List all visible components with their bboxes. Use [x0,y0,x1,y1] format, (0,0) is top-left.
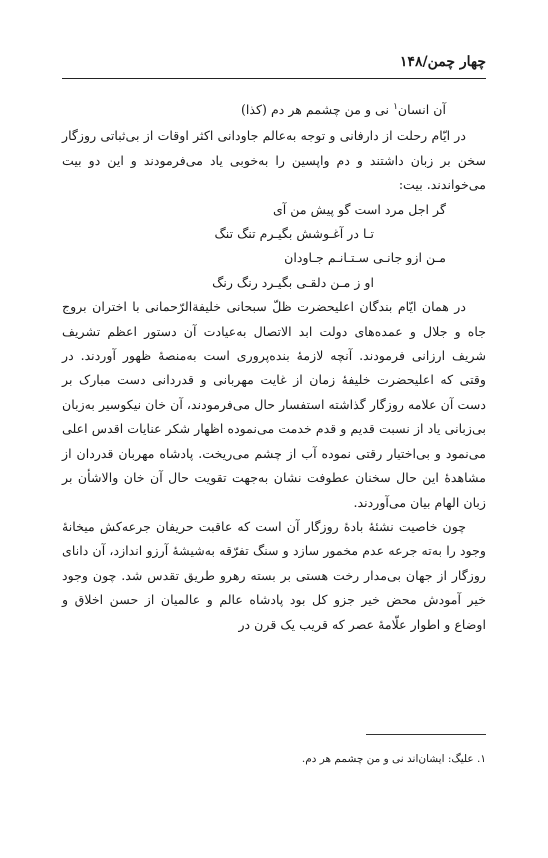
opening-line [62,98,486,124]
paragraph-1: در ایّام رحلت از دارفانی و توجه به‌عالم جاودانی اکثر اوقات از بی‌ثباتی روزگار سخن بر زبان داشتند و دم واپسین را به‌خوبی یاد می‌فرمودند و این دو بیت می‌خواندند. بیت: [62,128,486,193]
verse-line-4: او ز مـن دلقـی بگیـرد رنگ رنگ [212,274,374,290]
opening-line-tail: نی و من چشمم هر دم (کذا) [241,102,394,117]
paragraph-2: در همان ایّام بندگان اعلیحضرت ظلّ سبحانی خلیفةالرّحمانی با اختران بروج جاه و جلال و عمده‌های دولت ابد الاتصال به‌عیادت آن دستور اعظم تشریف شریف ارزانی فرمودند. آنچه لازمهٔ بنده‌پروری است به‌منصهٔ ظهور آوردند. در وقتی که اعلیحضرت خلیفهٔ زمان از غایت مهربانی و قدردانی دست مبارک بر دست آن علامه روزگار گذاشته استفسار حال می‌فرمودند، آن خان نیکوسیر به‌زبان بی‌زبانی یاد از نسبت قدیم و قدم خدمت می‌نموده اظهار شکر عنایات اقدس اعلی می‌نمود و بی‌اختیار رقتی نموده آب از چشم می‌ریخت. پادشاه مهربان قدردان از مشاهدهٔ این حال سخنان عطوفت نشان به‌جهت تقویت حال آن خان والاشأن بر زبان الهام بیان می‌آوردند. [62,299,487,510]
footnote-divider [366,734,486,735]
verse-line-3: مـن ازو جانـی سـتـانـم جـاودان [284,250,446,266]
opening-line-text: آن انسان [397,102,446,117]
footnote-reference: ۱ [393,102,398,112]
paragraph-3: چون خاصیت نشئهٔ بادهٔ روزگار آن است که عاقبت حریفان جرعه‌کش میخانهٔ وجود را به‌ته جرعه عدم مخمور سازد و سنگ تفرّقه به‌شیشهٔ آرزو اندازد، آن دانای روزگار از جهان بی‌مدار رخت هستی بر بسته رهرو طریق تقدس شد. چون وجود خیر آمودش محض خیر جزو کل بود پادشاه عالم و عالمیان از حسن اخلاق و اوضاع و اطوار علّامهٔ عصر که قریب یک قرن در [62,518,486,632]
footnote: ۱. علیگ: ایشان‌اند نی و من چشمم هر دم. [301,753,486,765]
running-header-title: چهار چمن/۱۴۸ [399,54,486,70]
verse-line-1: گر اجل مرد است گو پیش من آی [272,201,446,217]
main-text [62,98,486,637]
page-header [62,48,486,79]
verse-line-2: تـا در آغـوشش بگیـرم تنگ تنگ [214,226,374,242]
